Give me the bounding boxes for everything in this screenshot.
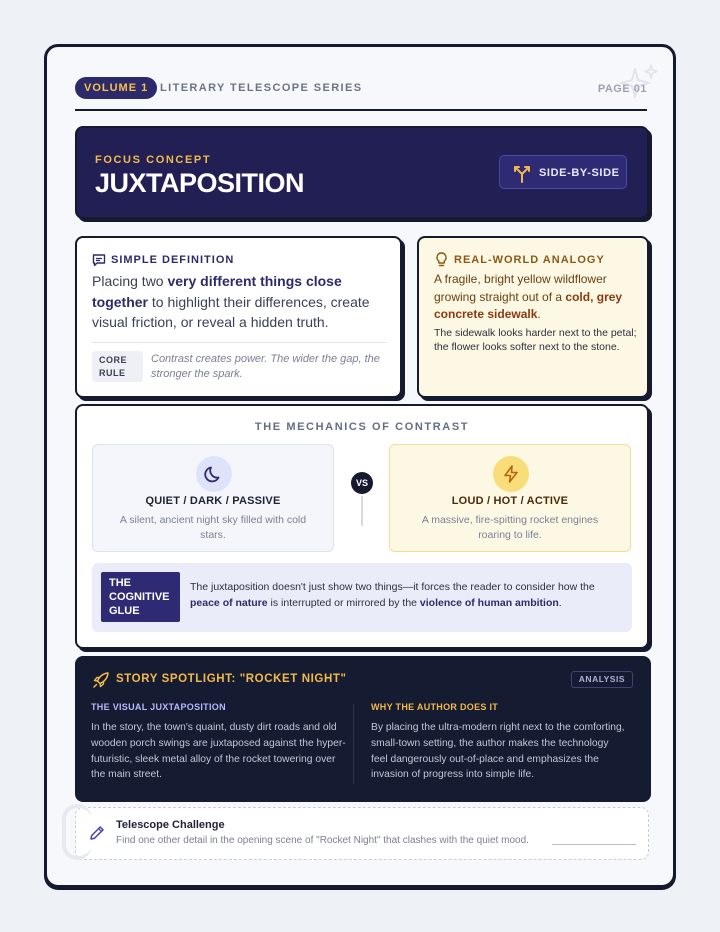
vs-badge: VS [351, 472, 373, 494]
definition-heading: SIMPLE DEFINITION [111, 254, 235, 266]
story-spotlight [75, 656, 651, 802]
analogy-text: A fragile, bright yellow wildflower growing straight out of a cold, grey concrete sidewalk. [434, 272, 623, 321]
analogy-note: The sidewalk looks harder next to the petal; the flower looks softer next to the stone. [434, 327, 637, 353]
concept-title: JUXTAPOSITION [95, 168, 305, 198]
visual-juxtaposition-column [91, 702, 346, 783]
side-by-side-badge [499, 155, 627, 189]
cognitive-glue-text: The juxtaposition doesn't just show two things—it forces the reader to consider how the peace of nature is interrupted or mirrored by the violence of human ambition. [190, 581, 595, 609]
author-reason-heading: WHY THE AUTHOR DOES IT [371, 702, 499, 712]
vs-divider [361, 496, 363, 526]
loud-pole-title: LOUD / HOT / ACTIVE [451, 495, 569, 507]
page-number: PAGE 01 [597, 83, 647, 95]
moon-icon [204, 464, 224, 484]
lightning-icon [501, 464, 521, 484]
core-rule-text: Contrast creates power. The wider the gap, the stronger the spark. [151, 353, 380, 380]
loud-pole-card [389, 444, 631, 552]
definition-text: Placing two very different things close together to highlight their differences, create visual friction, or reveal a hidden truth. [92, 273, 370, 330]
chat-bubble-icon [92, 253, 106, 267]
side-by-side-label: SIDE-BY-SIDE [539, 167, 620, 179]
analogy-heading: REAL-WORLD ANALOGY [454, 254, 605, 266]
author-reason-column [371, 702, 626, 783]
visual-juxtaposition-text: In the story, the town's quaint, dusty dirt roads and old wooden porch swings are juxtaposed against the hyper-futuristic, sleek metal alloy of the rocket towering over the main street. [91, 722, 346, 781]
pencil-icon [88, 824, 106, 842]
cognitive-glue-box [92, 563, 632, 632]
header-bar [75, 75, 647, 111]
quiet-pole-desc: A silent, ancient night sky filled with cold stars. [119, 514, 307, 541]
divider [92, 342, 387, 343]
mechanics-heading: THE MECHANICS OF CONTRAST [254, 421, 470, 433]
lightning-icon-circle [493, 456, 529, 492]
definition-card [75, 236, 402, 398]
split-arrows-icon [512, 163, 532, 183]
analysis-badge: ANALYSIS [571, 671, 633, 688]
challenge-title: Telescope Challenge [116, 819, 225, 831]
analogy-card [417, 236, 649, 398]
series-title: LITERARY TELESCOPE SERIES [160, 82, 363, 94]
hero-kicker: FOCUS CONCEPT [95, 154, 212, 166]
challenge-text: Find one other detail in the opening scene of "Rocket Night" that clashes with the quiet mood. [116, 835, 529, 846]
mechanics-card [75, 404, 649, 649]
telescope-challenge [75, 807, 649, 860]
author-reason-text: By placing the ultra-modern right next to the comforting, small-town setting, the author makes the technology feel dangerously out-of-place and emphasizes the invasion of progress into simple life. [371, 722, 625, 781]
lightbulb-icon [435, 252, 448, 267]
loud-pole-desc: A massive, fire-spitting rocket engines roaring to life. [421, 514, 599, 541]
visual-juxtaposition-heading: THE VISUAL JUXTAPOSITION [91, 702, 226, 712]
column-divider [353, 704, 354, 784]
spotlight-title: STORY SPOTLIGHT: "ROCKET NIGHT" [116, 673, 347, 685]
sparkle-icon [615, 61, 663, 109]
volume-badge: VOLUME 1 [75, 77, 157, 99]
quiet-pole-title: QUIET / DARK / PASSIVE [145, 495, 281, 507]
quiet-pole-card [92, 444, 334, 552]
answer-line[interactable] [552, 844, 636, 845]
cognitive-glue-tag: THE COGNITIVE GLUE [101, 572, 180, 622]
concept-hero [75, 126, 649, 219]
core-rule-label: CORE RULE [92, 351, 143, 382]
worksheet-page [44, 44, 676, 888]
moon-icon-circle [196, 456, 232, 492]
rocket-icon [92, 671, 110, 689]
